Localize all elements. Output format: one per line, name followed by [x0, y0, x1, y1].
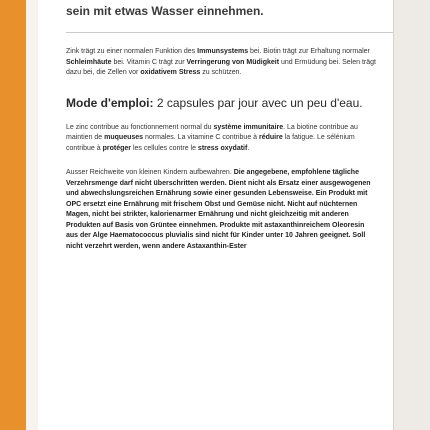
text-run: . La biotine contribue au maintien de — [66, 123, 358, 141]
bold-term: Schleimhäute — [66, 58, 112, 66]
bold-term: réduire — [259, 134, 283, 141]
text-run: bei. Vitamin C trägt zur — [111, 58, 187, 66]
bold-term: oxidativem Stress — [140, 69, 201, 76]
text-run: normales. La vitamine C contribue à — [143, 134, 259, 141]
bold-warning: Die angegebene, empfohlene tägliche Verzehrsmenge darf nicht überschritten werden. Dient nicht als Ersatz einer ausgewogenen und abwechslungsreichen Ernährung sowie einer gesunden Lebensweise. Ein Produkt mit OPC ersetzt eine Ernährung mit frischem Obst und Gemüse nicht. Nicht auf nüchternen Magen, nicht bei strikter, kalorienarmer Ernährung und nicht gleichzeitig mit anderen Produkten auf Basis von Grüntee einnehmen. Produkte mit astaxanthinreichem Oleoresin aus der Alge Haematococcus pluvialis sind nicht für Kinder unter 10 Jahren geeignet. Soll nicht verzehrt werden, wenn andere Astaxanthin-Ester — [66, 169, 371, 250]
bold-term: protéger — [102, 144, 131, 152]
bold-term: Immunsystems — [197, 48, 249, 55]
health-claims-fr — [66, 123, 376, 155]
mode-emploi-fr — [66, 95, 366, 111]
warnings-de — [66, 168, 376, 252]
text-run: bei. Biotin trägt zur Erhaltung normaler — [248, 48, 370, 55]
bold-term: Verringerung von Müdigkeit — [186, 58, 280, 66]
bold-term: muqueuses — [104, 134, 144, 141]
text-run: und Ermüdung bei. Selen trägt dazu bei, die Zellen vor — [66, 58, 376, 76]
text-run: la fatigue. Le sélénium contribue à — [66, 134, 355, 152]
text-run: les cellules contre le — [131, 144, 198, 152]
mode-emploi-label: Mode d'emploi: — [66, 95, 154, 110]
text-run: zu schützen. — [200, 69, 242, 76]
bold-term: stress oxydatif — [197, 144, 248, 152]
label-panel — [48, 0, 393, 430]
side-margin-band — [26, 0, 38, 430]
dosage-instruction-de: sein mit etwas Wasser einnehmen. — [66, 4, 393, 33]
text-run: . — [247, 144, 250, 152]
orange-side-band — [0, 0, 26, 430]
text-run: Ausser Reichweite von kleinen Kindern aufbewahren. — [66, 169, 234, 176]
right-side-band — [394, 0, 430, 430]
text-run: Le zinc contribue au fonctionnement normal du — [66, 123, 214, 131]
bold-term: système immunitaire — [213, 123, 284, 131]
health-claims-de — [66, 47, 376, 79]
mode-emploi-text: 2 capsules par jour avec un peu d'eau. — [153, 95, 363, 110]
text-run: Zink trägt zu einer normalen Funktion des — [66, 48, 198, 55]
